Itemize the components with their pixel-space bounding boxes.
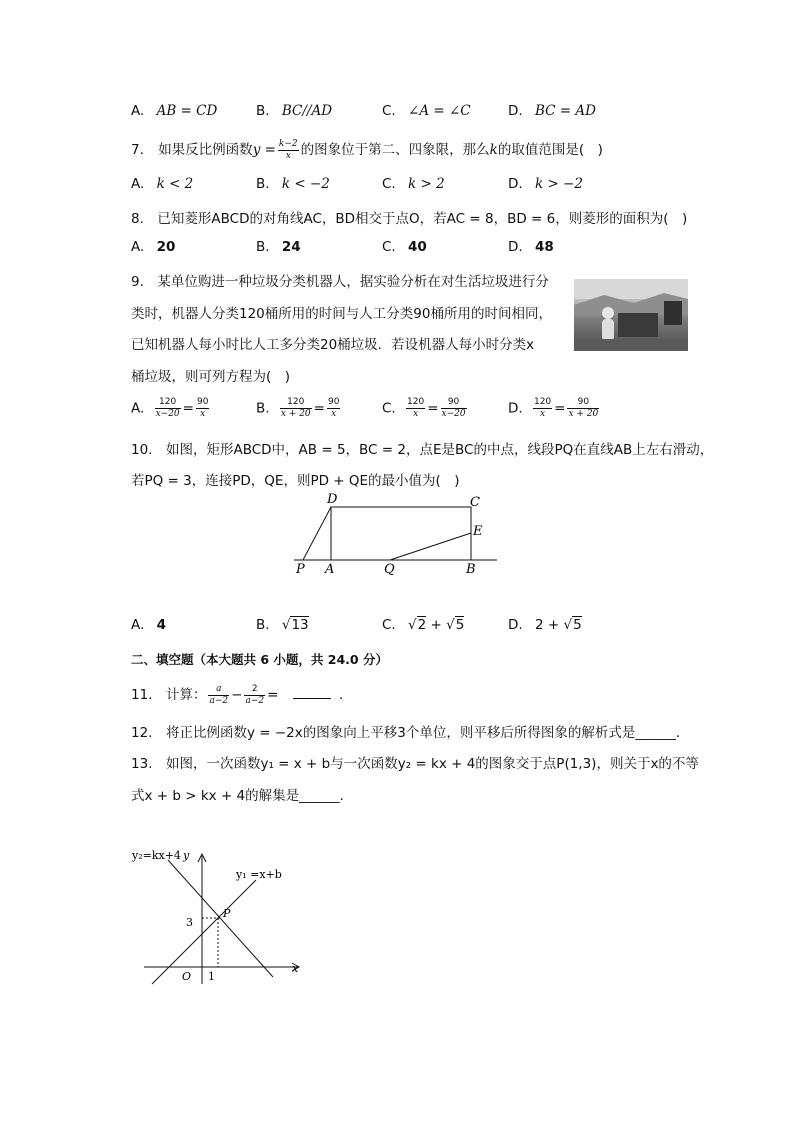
- radicand: 5: [573, 617, 582, 633]
- question-9-line-4: 桶垃圾，则可列方程为( ): [131, 369, 291, 385]
- option-label: D.: [508, 239, 523, 255]
- option-label: A.: [131, 176, 145, 192]
- option-text: 24: [281, 239, 301, 255]
- tick-3-label: 3: [186, 916, 193, 929]
- q10-option-d: D. 2 + √5: [508, 617, 582, 633]
- option-label: A.: [131, 400, 145, 417]
- point-p-label: P: [223, 907, 231, 920]
- denominator: x: [540, 409, 546, 419]
- fraction: [278, 139, 299, 162]
- label-c: C: [470, 495, 480, 510]
- option-text: k < −2: [281, 176, 330, 192]
- label-b: B: [466, 562, 476, 577]
- option-text: k > −2: [534, 176, 583, 192]
- numerator: 120: [407, 397, 425, 407]
- rectangle-figure: [290, 488, 505, 580]
- numerator: 120: [155, 397, 181, 409]
- fraction: [280, 397, 312, 420]
- q9-option-c: [382, 397, 469, 420]
- option-label: C.: [382, 176, 396, 192]
- fraction: [244, 684, 265, 707]
- equals-sign: =: [182, 400, 194, 417]
- minus-sign: −: [231, 687, 243, 703]
- label-e: E: [473, 524, 483, 539]
- denominator: x: [413, 409, 419, 419]
- math-var: y =: [252, 142, 276, 158]
- fraction: [155, 397, 181, 420]
- denominator: a−2: [209, 695, 229, 706]
- numerator: 90: [441, 397, 467, 409]
- fraction: [533, 397, 552, 420]
- q10-option-c: C. √2 + √5: [382, 617, 465, 633]
- numerator: a: [208, 684, 229, 696]
- option-text: k > 2: [408, 176, 445, 192]
- question-9-line-3: 已知机器人每小时比人工多分类20桶垃圾．若设机器人每小时分类x: [131, 337, 535, 353]
- question-13-line-2: 式x + b > kx + 4的解集是______．: [131, 788, 354, 804]
- numerator: 90: [327, 397, 340, 407]
- option-label: B.: [256, 617, 270, 633]
- fraction: [406, 397, 425, 420]
- fraction: [196, 397, 209, 420]
- option-text: ∠A = ∠C: [408, 103, 471, 119]
- option-label: C.: [382, 103, 396, 119]
- q6-option-d: [508, 103, 596, 119]
- math-var: k: [489, 142, 498, 158]
- question-text: 的图象位于第二、四象限，那么: [300, 142, 490, 158]
- q7-option-c: [382, 176, 445, 192]
- question-7: [131, 138, 603, 162]
- question-9-line-2: 类时，机器人分类120桶所用的时间与人工分类90桶所用的时间相同，: [131, 306, 552, 322]
- question-11: [131, 683, 352, 707]
- equals-sign: =: [267, 687, 279, 703]
- option-label: C.: [382, 239, 396, 255]
- label-d: D: [327, 492, 338, 507]
- question-10-line-1: 10. 如图，矩形ABCD中，AB = 5，BC = 2，点E是BC的中点，线段PQ在直线AB上左右滑动，: [131, 442, 714, 458]
- denominator: x + 20: [568, 409, 599, 419]
- question-number: 7.: [131, 142, 144, 158]
- denominator: x−20: [155, 409, 180, 419]
- option-label: B.: [256, 103, 270, 119]
- option-text: k < 2: [156, 176, 194, 192]
- option-label: A.: [131, 617, 145, 633]
- option-label: C.: [382, 400, 396, 417]
- question-10-line-2: 若PQ = 3，连接PD，QE，则PD + QE的最小值为( ): [131, 473, 460, 489]
- option-label: A.: [131, 103, 145, 119]
- numerator: 120: [280, 397, 312, 409]
- numerator: 120: [533, 397, 552, 407]
- option-label: B.: [256, 400, 270, 417]
- option-label: C.: [382, 617, 396, 633]
- q7-option-b: [256, 176, 330, 192]
- tick-1-label: 1: [208, 970, 215, 983]
- question-text: 11. 计算：: [131, 687, 207, 703]
- question-9-line-1: 9. 某单位购进一种垃圾分类机器人，据实验分析在对生活垃圾进行分: [131, 274, 549, 290]
- equals-sign: =: [554, 400, 566, 417]
- fraction: [327, 397, 340, 420]
- numerator: 2: [244, 684, 265, 696]
- option-label: B.: [256, 176, 270, 192]
- y1-label: y₁ =x+b: [236, 868, 282, 881]
- equals-sign: =: [427, 400, 439, 417]
- numerator: k−2: [278, 138, 298, 149]
- denominator: x−20: [441, 409, 466, 419]
- option-label: A.: [131, 239, 145, 255]
- q6-option-b: [256, 103, 332, 119]
- denominator: x: [285, 150, 291, 161]
- option-label: D.: [508, 176, 523, 192]
- question-13-line-1: 13. 如图，一次函数y₁ = x + b与一次函数y₂ = kx + 4的图象交于点P(1,3)，则关于x的不等: [131, 756, 699, 772]
- fraction: [441, 397, 467, 420]
- label-q: Q: [384, 562, 395, 577]
- option-text: AB = CD: [156, 103, 218, 119]
- denominator: x + 20: [280, 409, 311, 419]
- y2-label: y₂=kx+4: [132, 849, 181, 862]
- plus-sign: +: [430, 617, 442, 633]
- q9-option-d: [508, 397, 601, 420]
- option-text: 4: [156, 617, 166, 633]
- option-label: D.: [508, 617, 523, 633]
- radicand: 13: [291, 617, 309, 633]
- q10-option-b: B. √13: [256, 617, 309, 633]
- question-text: 如果反比例函数: [158, 142, 253, 158]
- label-p: P: [296, 562, 305, 577]
- option-text: 2 +: [534, 617, 560, 633]
- option-label: B.: [256, 239, 270, 255]
- q9-option-b: [256, 397, 342, 420]
- answer-blank: [293, 686, 331, 699]
- numerator: 90: [567, 397, 599, 409]
- q10-option-a: [131, 617, 166, 633]
- equals-sign: =: [313, 400, 325, 417]
- denominator: a−2: [245, 695, 265, 706]
- q8-option-b: [256, 239, 301, 255]
- x-axis-label: x: [292, 962, 299, 975]
- option-label: D.: [508, 400, 523, 417]
- q6-option-a: [131, 103, 217, 119]
- q8-option-a: [131, 239, 175, 255]
- section-title: 二、填空题（本大题共 6 小题，共 24.0 分）: [131, 652, 388, 667]
- option-text: BC = AD: [534, 103, 596, 119]
- q6-option-c: [382, 103, 471, 119]
- robot-photo-image: [574, 279, 688, 351]
- q8-option-d: [508, 239, 554, 255]
- option-text: 20: [156, 239, 176, 255]
- question-text: 的取值范围是( ): [497, 142, 603, 158]
- q8-option-c: [382, 239, 427, 255]
- option-text: BC//AD: [281, 103, 333, 119]
- origin-label: O: [182, 970, 192, 983]
- numerator: 90: [196, 397, 209, 407]
- radicand: 5: [455, 617, 465, 633]
- q9-option-a: [131, 397, 211, 420]
- fraction: [567, 397, 599, 420]
- period: ．: [338, 687, 353, 703]
- option-label: D.: [508, 103, 523, 119]
- q7-option-a: [131, 176, 193, 192]
- y-axis-label: y: [183, 849, 190, 862]
- fraction: [208, 684, 229, 707]
- denominator: x: [331, 409, 337, 419]
- q7-option-d: [508, 176, 583, 192]
- denominator: x: [200, 409, 206, 419]
- linear-functions-graph: [128, 842, 308, 987]
- question-12: 12. 将正比例函数y = −2x的图象向上平移3个单位，则平移后所得图象的解析式是______．: [131, 725, 690, 741]
- option-text: 48: [534, 239, 554, 255]
- label-a: A: [325, 562, 335, 577]
- question-8: 8. 已知菱形ABCD的对角线AC，BD相交于点O，若AC = 8，BD = 6，则菱形的面积为( ): [131, 211, 688, 227]
- radicand: 2: [417, 617, 427, 633]
- option-text: 40: [408, 239, 427, 255]
